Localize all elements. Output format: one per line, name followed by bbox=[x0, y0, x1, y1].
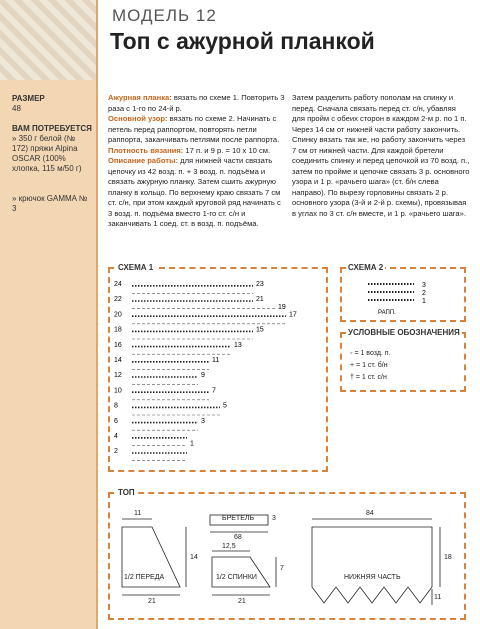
yarn-text: » 350 г белой (№ 172) пряжи Alpina OSCAR (100% хлопка, 115 м/50 г) bbox=[12, 134, 82, 173]
chart-row-number: 20 bbox=[114, 311, 122, 319]
back-piece-label: 1/2 СПИНКИ bbox=[216, 574, 257, 581]
chart-row-number: 7 bbox=[212, 387, 216, 395]
chart-row-number: 17 bbox=[289, 311, 297, 319]
chart-row-number: 22 bbox=[114, 296, 122, 304]
scheme2-chart bbox=[360, 280, 440, 318]
chart-row-number: 6 bbox=[114, 417, 118, 425]
front-piece-label: 1/2 ПЕРЕДА bbox=[124, 574, 165, 581]
chart-row-number: 4 bbox=[114, 433, 118, 440]
main-pattern-text: вязать по схеме 2. Начинать с петель перед раппортом, повторять петли раппорта, заканчивать петлями после раппорта. bbox=[108, 114, 280, 144]
model-number: МОДЕЛЬ 12 bbox=[112, 6, 217, 25]
chain-symbol-icon: ◦ bbox=[350, 350, 353, 357]
chart-row-number: 14 bbox=[114, 357, 122, 364]
top-title: ТОП bbox=[118, 488, 135, 497]
front-top-label: 11 bbox=[134, 510, 142, 517]
back-top-label: 12,5 bbox=[222, 543, 236, 550]
lower-side-label: 18 bbox=[444, 554, 452, 561]
legend-item-sc: + = 1 ст. б/н bbox=[350, 362, 388, 369]
strap-side-label: 3 bbox=[272, 515, 276, 522]
size-value: 48 bbox=[12, 104, 21, 113]
scheme2-row-number: 1 bbox=[422, 298, 426, 305]
lower-piece-label: НИЖНЯЯ ЧАСТЬ bbox=[344, 574, 401, 581]
back-piece-shape bbox=[212, 557, 270, 587]
chart-row-number: 19 bbox=[278, 303, 286, 311]
lower-width-label: 84 bbox=[366, 510, 374, 517]
front-side-label: 14 bbox=[190, 554, 198, 561]
chart-row-number: 15 bbox=[256, 326, 264, 334]
gauge-heading: Плотность вязания: bbox=[108, 145, 184, 155]
lower-bottom-label: 11 bbox=[434, 594, 442, 601]
lace-strip-heading: Ажурная планка: bbox=[108, 93, 172, 102]
chart-row-number: 21 bbox=[256, 296, 264, 304]
main-pattern-heading: Основной узор: bbox=[108, 114, 168, 123]
description-heading: Описание работы: bbox=[108, 156, 179, 165]
scheme1-title: СХЕМА 1 bbox=[118, 263, 154, 272]
legend-title: УСЛОВНЫЕ ОБОЗНАЧЕНИЯ bbox=[348, 328, 460, 337]
scheme2-row-number: 2 bbox=[422, 290, 426, 297]
legend-item-dc: † = 1 ст. с/н bbox=[350, 374, 387, 381]
back-side-label: 7 bbox=[280, 565, 284, 572]
front-bottom-label: 21 bbox=[148, 598, 156, 605]
chart-row-number: 1 bbox=[190, 440, 194, 448]
size-label: РАЗМЕР bbox=[12, 94, 45, 103]
divider-line bbox=[96, 0, 98, 629]
sc-symbol-icon: + bbox=[350, 362, 355, 369]
chart-row-number: 9 bbox=[201, 372, 205, 380]
chart-row-number: 2 bbox=[114, 448, 118, 456]
hook-text: » крючок GAMMA № 3 bbox=[12, 194, 88, 213]
strap-width-label: 68 bbox=[234, 534, 242, 541]
materials-label: ВАМ ПОТРЕБУЕТСЯ bbox=[12, 124, 92, 133]
chart-row-number: 11 bbox=[212, 357, 220, 364]
lace-strip-text: вязать по схеме 1. Повторить 3 раза с 1-го по 24-й р. bbox=[108, 93, 285, 113]
page-title: Топ с ажурной планкой bbox=[110, 28, 375, 54]
chart-row-number: 16 bbox=[114, 341, 122, 349]
chart-row-number: 12 bbox=[114, 372, 122, 380]
gauge-text: 17 п. и 9 р. = 10 х 10 см. bbox=[183, 145, 271, 155]
legend-list bbox=[350, 348, 391, 384]
dc-symbol-icon: † bbox=[350, 374, 354, 381]
lower-piece-shape bbox=[312, 527, 432, 603]
chart-row-number: 13 bbox=[234, 341, 242, 349]
legend-item-chain: ◦ = 1 возд. п. bbox=[350, 350, 391, 357]
scheme1-chart bbox=[112, 276, 322, 466]
top-diagram bbox=[112, 505, 462, 615]
chart-row-number: 8 bbox=[114, 402, 118, 410]
scheme2-rapport-label: РАПП. bbox=[378, 310, 396, 316]
chart-row-number: 24 bbox=[114, 281, 122, 288]
description-text: для нижней части связать цепочку из 42 возд. п. + 3 возд. п. подъёма и связать ажурную планку. Затем сшить ажурную планку в кольцо. По верхнему краю связать 7 см ст. с/н, при этом каждый круговой ряд начинать с 3 возд. п. подъёма вместо 1-го ст. с/н и заканчивать 1 соед. ст. в возд. п. подъёма. bbox=[108, 156, 281, 228]
chart-row-number: 3 bbox=[201, 417, 205, 425]
scheme2-row-number: 3 bbox=[422, 282, 426, 289]
lace-photo bbox=[0, 0, 96, 80]
strap-label: БРЕТЕЛЬ bbox=[222, 515, 255, 522]
chart-row-number: 10 bbox=[114, 387, 122, 395]
scheme2-title: СХЕМА 2 bbox=[348, 263, 384, 272]
chart-row-number: 18 bbox=[114, 326, 122, 334]
chart-row-number: 23 bbox=[256, 281, 264, 288]
instructions-col1 bbox=[108, 93, 286, 230]
back-bottom-label: 21 bbox=[238, 598, 246, 605]
instructions-col2: Затем разделить работу пополам на спинку и перед. Сначала связать перед ст. с/н, убавляя для пройм с обеих сторон в каждом 2-м р. по 1 п. Через 14 см от нижней части работу закончить. Спинку вязать так же, но работу закончить через 7 см от нижней части. Для каждой бретели соединить спинку и перед цепочкой из 70 возд. п., затем по пройме и цепочке связать 3 р. основного узора и 1 р. «рачьего шага» (ст. б/н слева направо). По вырезу горловины связать 2 р. основного узора (3-й и 2-й р. схемы), провязывая в углах по 3 ст. с/н вместе, и 1 р. «рачьего шага». bbox=[292, 93, 470, 218]
chart-row-number: 5 bbox=[223, 402, 227, 410]
